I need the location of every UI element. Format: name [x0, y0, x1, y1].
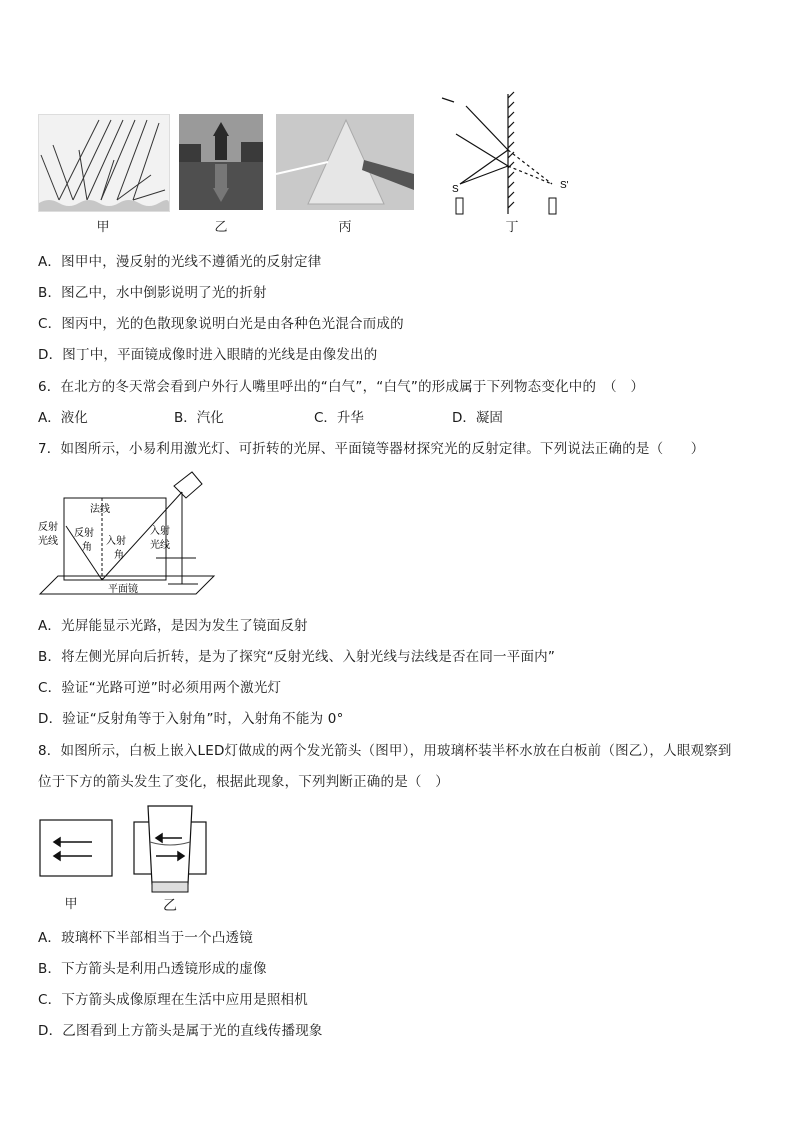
q5-option-a: A．图甲中，漫反射的光线不遵循光的反射定律: [38, 254, 322, 270]
figure-yi: [179, 114, 263, 210]
q7-option-c: C．验证“光路可逆”时必须用两个激光灯: [38, 680, 282, 696]
diffuse-reflection-illustration: [39, 115, 169, 211]
q7-label-incident-ray-2: 光线: [150, 540, 170, 551]
figure-jia: [38, 114, 170, 212]
q6-options: [38, 406, 738, 426]
q7-option-a: A．光屏能显示光路，是因为发生了镜面反射: [38, 618, 308, 634]
q7-option-d: D．验证“反射角等于入射角”时，入射角不能为 0°: [38, 711, 344, 727]
q8-caption-jia: 甲: [64, 897, 78, 912]
q8-stem-line1: 8．如图所示，白板上嵌入LED灯做成的两个发光箭头（图甲），用玻璃杯装半杯水放在白板前（图乙），人眼观察到: [38, 743, 732, 759]
q6-option-d: D．凝固: [452, 410, 503, 426]
q7-label-reflect-angle-2: 角: [82, 542, 92, 553]
ding-label-s: S: [452, 184, 459, 195]
q7-label-reflect-ray-2: 光线: [38, 536, 58, 547]
q7-option-b: B．将左侧光屏向后折转，是为了探究“反射光线、入射光线与法线是否在同一平面内”: [38, 649, 556, 665]
ding-label-s-prime: S': [560, 180, 569, 191]
figure-ding: [436, 88, 586, 228]
q6-option-a: A．液化: [38, 410, 88, 426]
q5-option-b: B．图乙中，水中倒影说明了光的折射: [38, 285, 267, 301]
q5-option-d: D．图丁中，平面镜成像时进入眼睛的光线是由像发出的: [38, 347, 378, 363]
water-reflection-photo: [179, 114, 263, 210]
q7-label-reflect-ray-1: 反射: [38, 522, 58, 533]
q8-caption-yi: 乙: [163, 898, 177, 914]
q8-figure-yi: [132, 804, 208, 896]
caption-bing: 丙: [338, 220, 352, 235]
q8-stem-line2: 位于下方的箭头发生了变化，根据此现象，下列判断正确的是（ ）: [38, 774, 449, 790]
caption-ding: 丁: [505, 220, 519, 235]
q8-option-b: B．下方箭头是利用凸透镜形成的虚像: [38, 961, 267, 977]
q7-stem: 7．如图所示，小易利用激光灯、可折转的光屏、平面镜等器材探究光的反射定律。下列说法正确的是（ ）: [38, 441, 705, 457]
prism-dispersion-illustration: [276, 114, 414, 210]
q7-label-incident-ray-1: 入射: [150, 526, 170, 537]
figure-bing: [276, 114, 414, 210]
q7-label-incident-angle-2: 角: [114, 550, 124, 561]
q7-label-normal: 法线: [90, 504, 110, 515]
caption-jia: 甲: [96, 220, 110, 235]
q7-reflection-apparatus: [36, 468, 236, 600]
q8-option-d: D．乙图看到上方箭头是属于光的直线传播现象: [38, 1023, 323, 1039]
q5-option-c: C．图丙中，光的色散现象说明白光是由各种色光混合而成的: [38, 316, 404, 332]
q6-stem: 6．在北方的冬天常会看到户外行人嘴里呼出的“白气”，“白气”的形成属于下列物态变化中的 （ ）: [38, 379, 645, 395]
q8-figure-jia: [40, 820, 112, 876]
q6-option-b: B．汽化: [174, 410, 224, 426]
q8-option-c: C．下方箭头成像原理在生活中应用是照相机: [38, 992, 308, 1008]
q7-label-mirror: 平面镜: [108, 584, 138, 595]
q7-label-reflect-angle-1: 反射: [74, 528, 94, 539]
q6-option-c: C．升华: [314, 410, 364, 426]
q7-label-incident-angle-1: 入射: [106, 536, 126, 547]
q8-option-a: A．玻璃杯下半部相当于一个凸透镜: [38, 930, 253, 946]
caption-yi: 乙: [214, 220, 228, 235]
